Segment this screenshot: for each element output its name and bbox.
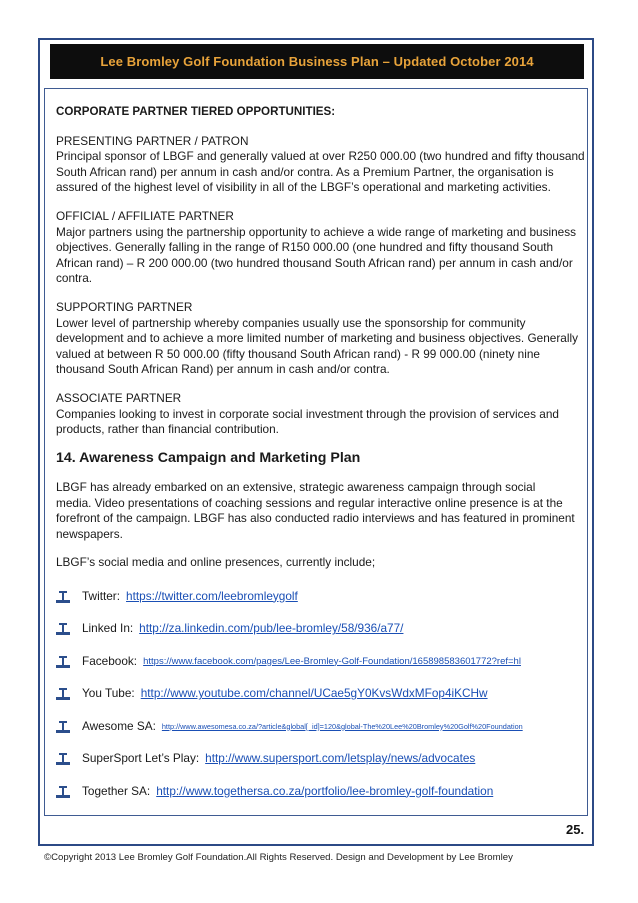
tier-presenting-partner [56, 134, 586, 196]
pin-bullet-icon [56, 688, 72, 700]
text-line: products, rather than financial contribution. [56, 422, 279, 437]
tier-name: PRESENTING PARTNER / PATRON [56, 133, 249, 148]
social-label: You Tube: [82, 686, 135, 701]
awareness-paragraph [56, 480, 586, 542]
tier-official-partner [56, 209, 586, 287]
pin-bullet-icon [56, 753, 72, 765]
text-line: Companies looking to invest in corporate social investment through the provision of services and [56, 406, 559, 421]
awareness-heading: 14. Awareness Campaign and Marketing Plan [56, 449, 361, 466]
document-title: Lee Bromley Golf Foundation Business Plan – Updated October 2014 [100, 54, 534, 69]
document-header [50, 44, 584, 79]
social-intro: LBGF’s social media and online presences, currently include; [56, 554, 376, 569]
pin-bullet-icon [56, 623, 72, 635]
social-list [56, 580, 586, 808]
social-item-supersport [56, 743, 586, 776]
awesome-sa-link[interactable]: http://www.awesomesa.co.za/?article&global[_id]=120&global-The%20Lee%20Bromley%20Golf%20Foundation [161, 721, 523, 731]
tier-description [56, 149, 586, 196]
social-label: SuperSport Let’s Play: [82, 751, 200, 766]
social-item-awesome-sa [56, 710, 586, 743]
social-item-linkedin [56, 613, 586, 646]
text-line: objectives. Generally falling in the range of R150 000.00 (one hundred and fifty thousand South [56, 240, 554, 255]
page-content [56, 104, 586, 808]
text-line: newspapers. [56, 527, 123, 542]
tier-description [56, 407, 586, 438]
supersport-link[interactable]: http://www.supersport.com/letsplay/news/advocates [205, 751, 476, 766]
pin-bullet-icon [56, 656, 72, 668]
text-line: LBGF has already embarked on an extensive, strategic awareness campaign through social [56, 480, 536, 495]
tier-name: SUPPORTING PARTNER [56, 299, 193, 314]
youtube-link[interactable]: http://www.youtube.com/channel/UCae5gY0KvsWdxMFop4iKCHw [140, 686, 488, 701]
twitter-link[interactable]: https://twitter.com/leebromleygolf [126, 588, 298, 603]
social-item-together-sa [56, 775, 586, 808]
text-line: African rand) – R 200 000.00 (two hundred thousand South African rand) per annum in cash and/or [56, 255, 573, 270]
linkedin-link[interactable]: http://za.linkedin.com/pub/lee-bromley/58/936/a77/ [139, 621, 404, 636]
text-line: development and to achieve a more limited number of marketing and business objectives. Generally [56, 331, 578, 346]
text-line: valued at between R 50 000.00 (fifty thousand South African rand) - R 99 000.00 (ninety nine [56, 346, 540, 361]
text-line: Principal sponsor of LBGF and generally valued at over R250 000.00 (two hundred and fifty thousand [56, 149, 585, 164]
tier-associate-partner [56, 391, 586, 438]
tier-name: ASSOCIATE PARTNER [56, 390, 182, 405]
social-item-twitter [56, 580, 586, 613]
social-label: Together SA: [82, 783, 151, 798]
social-label: Linked In: [82, 621, 134, 636]
social-label: Facebook: [82, 653, 138, 668]
page-number: 25. [566, 822, 585, 837]
social-label: Awesome SA: [82, 718, 156, 733]
facebook-link[interactable]: https://www.facebook.com/pages/Lee-Bromley-Golf-Foundation/165898583601772?ref=hl [143, 655, 521, 667]
tier-description [56, 316, 586, 378]
tier-name: OFFICIAL / AFFILIATE PARTNER [56, 208, 234, 223]
social-item-youtube [56, 678, 586, 711]
text-line: Major partners using the partnership opportunity to achieve a wide range of marketing and business [56, 224, 577, 239]
text-line: South African rand) per annum in cash and/or contra. As a Premium Partner, the organisation is [56, 164, 554, 179]
text-line: media. Video presentations of coaching sessions and regular interactive online presence is at the [56, 495, 563, 510]
tier-description [56, 225, 586, 287]
text-line: assured of the highest level of visibility in all of the LBGF’s operational and marketing activities. [56, 180, 551, 195]
pin-bullet-icon [56, 591, 72, 603]
social-label: Twitter: [82, 588, 121, 603]
social-item-facebook [56, 645, 586, 678]
text-line: Lower level of partnership whereby companies usually use the sponsorship for community [56, 315, 526, 330]
partners-heading: CORPORATE PARTNER TIERED OPPORTUNITIES: [56, 105, 336, 118]
text-line: forefront of the campaign. LBGF has also conducted radio interviews and has featured in prominent [56, 511, 575, 526]
pin-bullet-icon [56, 786, 72, 798]
text-line: contra. [56, 271, 93, 286]
tier-supporting-partner [56, 300, 586, 378]
text-line: thousand South African Rand) per annum in cash and/or contra. [56, 362, 390, 377]
copyright-footer: ©Copyright 2013 Lee Bromley Golf Foundation.All Rights Reserved. Design and Development by Lee Bromley [44, 852, 513, 863]
pin-bullet-icon [56, 721, 72, 733]
together-sa-link[interactable]: http://www.togethersa.co.za/portfolio/lee-bromley-golf-foundation [156, 783, 494, 798]
